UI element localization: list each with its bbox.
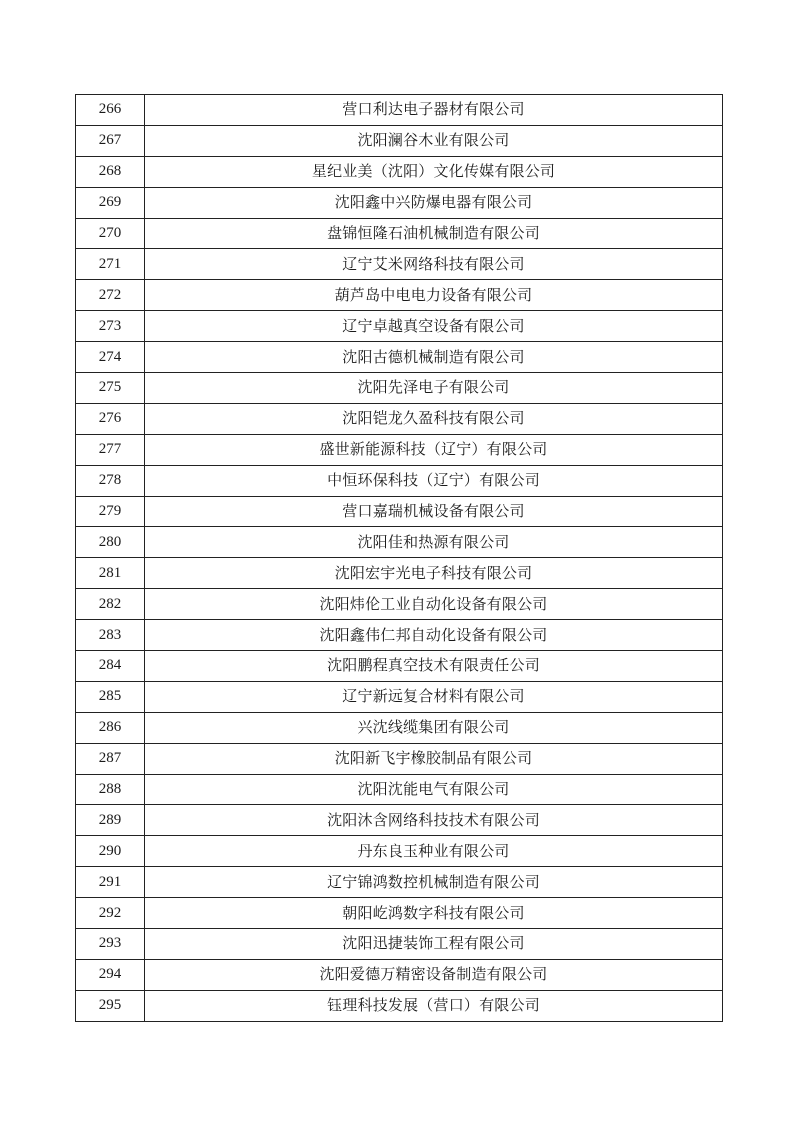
row-number-cell: 294 xyxy=(76,959,145,990)
company-name-cell: 星纪业美（沈阳）文化传媒有限公司 xyxy=(145,156,723,187)
table-row xyxy=(76,620,723,651)
table-row xyxy=(76,187,723,218)
table-row xyxy=(76,280,723,311)
table-row xyxy=(76,867,723,898)
table-row xyxy=(76,558,723,589)
row-number-cell: 287 xyxy=(76,743,145,774)
table-row xyxy=(76,651,723,682)
row-number-cell: 288 xyxy=(76,774,145,805)
table-row xyxy=(76,681,723,712)
company-name-cell: 沈阳古德机械制造有限公司 xyxy=(145,342,723,373)
table-row xyxy=(76,434,723,465)
company-list-table xyxy=(75,94,723,1022)
company-name-cell: 辽宁卓越真空设备有限公司 xyxy=(145,311,723,342)
row-number-cell: 271 xyxy=(76,249,145,280)
row-number-cell: 274 xyxy=(76,342,145,373)
row-number-cell: 266 xyxy=(76,95,145,126)
table-row xyxy=(76,125,723,156)
row-number-cell: 289 xyxy=(76,805,145,836)
row-number-cell: 285 xyxy=(76,681,145,712)
row-number-cell: 284 xyxy=(76,651,145,682)
company-name-cell: 兴沈线缆集团有限公司 xyxy=(145,712,723,743)
company-name-cell: 沈阳迅捷装饰工程有限公司 xyxy=(145,929,723,960)
company-list-body xyxy=(76,95,723,1022)
row-number-cell: 282 xyxy=(76,589,145,620)
row-number-cell: 277 xyxy=(76,434,145,465)
table-row xyxy=(76,898,723,929)
company-name-cell: 辽宁艾米网络科技有限公司 xyxy=(145,249,723,280)
company-name-cell: 盘锦恒隆石油机械制造有限公司 xyxy=(145,218,723,249)
table-row xyxy=(76,496,723,527)
company-name-cell: 沈阳先泽电子有限公司 xyxy=(145,373,723,404)
company-name-cell: 营口利达电子器材有限公司 xyxy=(145,95,723,126)
company-name-cell: 沈阳鑫伟仁邦自动化设备有限公司 xyxy=(145,620,723,651)
table-row xyxy=(76,249,723,280)
company-name-cell: 盛世新能源科技（辽宁）有限公司 xyxy=(145,434,723,465)
company-name-cell: 沈阳澜谷木业有限公司 xyxy=(145,125,723,156)
company-name-cell: 沈阳鹏程真空技术有限责任公司 xyxy=(145,651,723,682)
company-name-cell: 沈阳铠龙久盈科技有限公司 xyxy=(145,403,723,434)
company-name-cell: 沈阳佳和热源有限公司 xyxy=(145,527,723,558)
company-name-cell: 朝阳屹鸿数字科技有限公司 xyxy=(145,898,723,929)
company-name-cell: 沈阳新飞宇橡胶制品有限公司 xyxy=(145,743,723,774)
row-number-cell: 281 xyxy=(76,558,145,589)
company-name-cell: 葫芦岛中电电力设备有限公司 xyxy=(145,280,723,311)
company-name-cell: 营口嘉瑞机械设备有限公司 xyxy=(145,496,723,527)
row-number-cell: 273 xyxy=(76,311,145,342)
row-number-cell: 272 xyxy=(76,280,145,311)
company-name-cell: 钰理科技发展（营口）有限公司 xyxy=(145,990,723,1021)
table-row xyxy=(76,712,723,743)
company-name-cell: 辽宁锦鸿数控机械制造有限公司 xyxy=(145,867,723,898)
row-number-cell: 280 xyxy=(76,527,145,558)
company-name-cell: 沈阳沐含网络科技技术有限公司 xyxy=(145,805,723,836)
table-row xyxy=(76,342,723,373)
table-row xyxy=(76,373,723,404)
table-row xyxy=(76,156,723,187)
row-number-cell: 276 xyxy=(76,403,145,434)
company-name-cell: 沈阳沈能电气有限公司 xyxy=(145,774,723,805)
row-number-cell: 290 xyxy=(76,836,145,867)
table-row xyxy=(76,465,723,496)
row-number-cell: 283 xyxy=(76,620,145,651)
company-name-cell: 丹东良玉种业有限公司 xyxy=(145,836,723,867)
row-number-cell: 291 xyxy=(76,867,145,898)
row-number-cell: 267 xyxy=(76,125,145,156)
table-row xyxy=(76,990,723,1021)
row-number-cell: 292 xyxy=(76,898,145,929)
row-number-cell: 278 xyxy=(76,465,145,496)
company-name-cell: 沈阳炜伦工业自动化设备有限公司 xyxy=(145,589,723,620)
company-name-cell: 中恒环保科技（辽宁）有限公司 xyxy=(145,465,723,496)
row-number-cell: 269 xyxy=(76,187,145,218)
table-row xyxy=(76,218,723,249)
table-row xyxy=(76,929,723,960)
table-row xyxy=(76,836,723,867)
table-row xyxy=(76,774,723,805)
table-row xyxy=(76,527,723,558)
row-number-cell: 275 xyxy=(76,373,145,404)
company-name-cell: 辽宁新远复合材料有限公司 xyxy=(145,681,723,712)
company-name-cell: 沈阳鑫中兴防爆电器有限公司 xyxy=(145,187,723,218)
row-number-cell: 279 xyxy=(76,496,145,527)
table-row xyxy=(76,589,723,620)
table-row xyxy=(76,805,723,836)
row-number-cell: 268 xyxy=(76,156,145,187)
table-row xyxy=(76,311,723,342)
table-row xyxy=(76,95,723,126)
company-name-cell: 沈阳宏宇光电子科技有限公司 xyxy=(145,558,723,589)
table-row xyxy=(76,403,723,434)
row-number-cell: 293 xyxy=(76,929,145,960)
table-row xyxy=(76,959,723,990)
row-number-cell: 270 xyxy=(76,218,145,249)
row-number-cell: 286 xyxy=(76,712,145,743)
company-name-cell: 沈阳爱德万精密设备制造有限公司 xyxy=(145,959,723,990)
table-row xyxy=(76,743,723,774)
row-number-cell: 295 xyxy=(76,990,145,1021)
